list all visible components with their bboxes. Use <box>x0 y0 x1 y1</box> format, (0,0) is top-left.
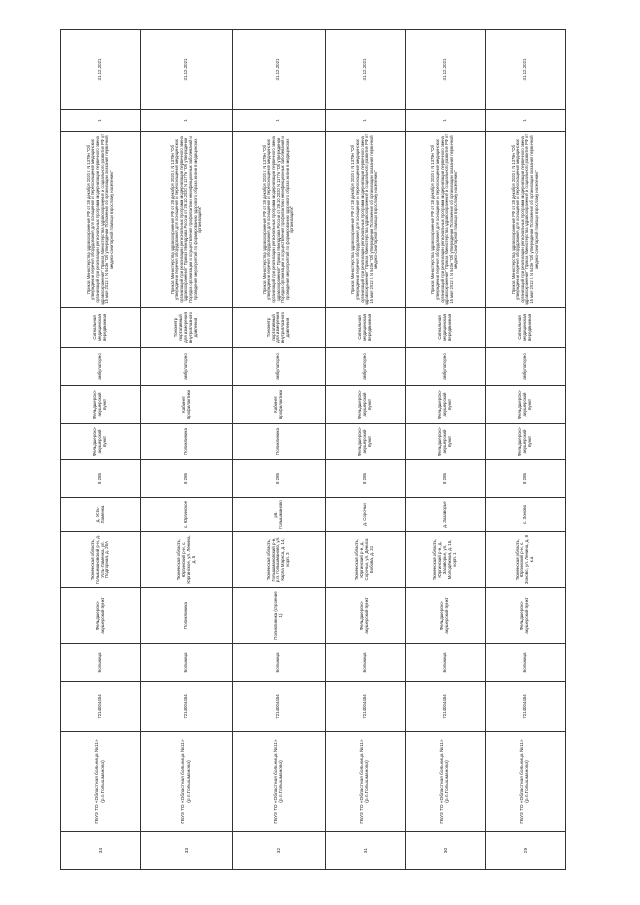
care-form: амбулаторно <box>233 348 325 386</box>
inn-code: 7214004454 <box>405 682 485 732</box>
table-row <box>325 30 405 870</box>
settlement: с. Зоново <box>485 498 565 532</box>
row-number: 34 <box>61 832 141 870</box>
equipment-name: Сигнальная медицинская передвижная <box>405 308 485 348</box>
organization-name: ГБУЗ ТО «Областная больница №11» (р.п.Голышманово) <box>61 732 141 832</box>
inn-code: 7214004454 <box>233 682 325 732</box>
row-number: 33 <box>141 832 233 870</box>
organization-name: ГБУЗ ТО «Областная больница №11» (р.п.Голышманово) <box>485 732 565 832</box>
profile-2: Фельдшерско-акушерский пункт <box>325 386 405 424</box>
inn-code: 7214004454 <box>141 682 233 732</box>
unit-name: Поликлиника (строение 1) <box>233 588 325 644</box>
profile-1: Фельдшерско-акушерский пункт <box>485 424 565 460</box>
organization-name: ГБУЗ ТО «Областная больница №11» (р.п.Голышманово) <box>405 732 485 832</box>
quantity: 1 <box>141 110 233 132</box>
equipment-name: Тонометр портативный для измерения внутриглазного давления <box>233 308 325 348</box>
table-row <box>141 30 233 870</box>
settlement: д. Усть-Ламенка <box>61 498 141 532</box>
facility-type: Больница <box>141 644 233 682</box>
facility-type: Больница <box>405 644 485 682</box>
care-form: амбулаторно <box>141 348 233 386</box>
address: Тюменская область, Юргинский р-н, д. Зазаворье, ул. Молодёжная, д. 16, корп. 1 <box>405 532 485 588</box>
due-date: 31.12.2021 <box>233 30 325 110</box>
care-form: амбулаторно <box>485 348 565 386</box>
quantity: 1 <box>233 110 325 132</box>
care-form: амбулаторно <box>405 348 485 386</box>
address: Тюменская область, Юргинский р-н, с. Зоново, ул. Ленина, д. 8 к.а <box>485 532 565 588</box>
count: 8 285 <box>141 460 233 498</box>
legal-basis: Приказ Министерства здравоохранения РФ от 28 декабря 2020 г. N 1379н "Об утверждении перечня оборудования для оснащения и переоснащения медицинских организаций при реализации региональных программ модернизации первичного звена здравоохранения" Приказ Министерства здравоохранения и социального развития РФ от 15 мая 2012 г. N 543н "Об утверждении Положения об организации оказания первичной медико-санитарной помощи взрослому населению" <box>325 132 405 308</box>
address: Тюменская область, Юргинский р-н, д. Сорочьи, ул. Дениса Бобова, д. 31 <box>325 532 405 588</box>
profile-1: Поликлиника <box>141 424 233 460</box>
count: 8 285 <box>485 460 565 498</box>
profile-2: Фельдшерско-акушерский пункт <box>405 386 485 424</box>
legal-basis: Приказ Министерства здравоохранения РФ от 28 декабря 2020 г. N 1379н "Об утверждении перечня оборудования для оснащения и переоснащения медицинских организаций при реализации региональных программ модернизации первичного звена здравоохранения" Приказ Минздрава России от 29.10.2020 N 1177н "Об утверждении Порядка организации и осуществления профилактики неинфекционных заболеваний и проведения мероприятий по формированию здорового образа жизни в медицинских организациях" <box>141 132 233 308</box>
address: Тюменская область, Голышмановский р-н, р.п. Голышманово, ул. Карла Маркса, д. 14, корп. 3 <box>233 532 325 588</box>
organization-name: ГБУЗ ТО «Областная больница №11» (р.п.Голышманово) <box>325 732 405 832</box>
settlement: д. Зазаворье <box>405 498 485 532</box>
legal-basis: Приказ Министерства здравоохранения РФ от 28 декабря 2020 г. N 1379н "Об утверждении перечня оборудования для оснащения и переоснащения медицинских организаций при реализации региональных программ модернизации первичного звена здравоохранения" Приказ Министерства здравоохранения и социального развития РФ от 15 мая 2012 г. N 543н "Об утверждении Положения об организации оказания первичной медико-санитарной помощи взрослому населению" <box>61 132 141 308</box>
quantity: 1 <box>405 110 485 132</box>
unit-name: Фельдшерско-акушерский пункт <box>405 588 485 644</box>
unit-name: Фельдшерско-акушерский пункт <box>61 588 141 644</box>
row-number: 30 <box>405 832 485 870</box>
settlement: рп. Голышманово <box>233 498 325 532</box>
facility-type: Больница <box>485 644 565 682</box>
unit-name: Поликлиника <box>141 588 233 644</box>
organization-name: ГБУЗ ТО «Областная больница №11» (р.п.Голышманово) <box>141 732 233 832</box>
equipment-name: Сигнальная медицинская передвижная <box>485 308 565 348</box>
address: Тюменская область, Голышмановский р-н, д. Усть-Ламенка, ул. Подгорная, д. 26А <box>61 532 141 588</box>
profile-2: Фельдшерско-акушерский пункт <box>485 386 565 424</box>
due-date: 31.12.2021 <box>141 30 233 110</box>
due-date: 31.12.2021 <box>485 30 565 110</box>
care-form: амбулаторно <box>61 348 141 386</box>
equipment-name: Сигнальная медицинская передвижная <box>61 308 141 348</box>
equipment-name: Тонометр портативный для измерения внутриглазного давления <box>141 308 233 348</box>
table-row <box>61 30 141 870</box>
equipment-name: Сигнальная медицинская передвижная <box>325 308 405 348</box>
organization-name: ГБУЗ ТО «Областная больница №11» (р.п.Голышманово) <box>233 732 325 832</box>
profile-1: Фельдшерско-акушерский пункт <box>325 424 405 460</box>
count: 8 285 <box>61 460 141 498</box>
facility-type: Больница <box>233 644 325 682</box>
profile-1: Фельдшерско-акушерский пункт <box>405 424 485 460</box>
count: 8 285 <box>233 460 325 498</box>
due-date: 31.12.2021 <box>61 30 141 110</box>
profile-2: Фельдшерско-акушерский пункт <box>61 386 141 424</box>
table-row <box>485 30 565 870</box>
row-number: 32 <box>233 832 325 870</box>
settlement: д. Сорочьи <box>325 498 405 532</box>
quantity: 1 <box>325 110 405 132</box>
profile-2: Кабинет профилактики <box>141 386 233 424</box>
settlement: с. Юргинское <box>141 498 233 532</box>
care-form: амбулаторно <box>325 348 405 386</box>
inn-code: 7214004454 <box>61 682 141 732</box>
address: Тюменская область, Юргинский р-н, с. Юргинское, ул. Ленина, д. 5 <box>141 532 233 588</box>
legal-basis: Приказ Министерства здравоохранения РФ от 28 декабря 2020 г. N 1379н "Об утверждении перечня оборудования для оснащения и переоснащения медицинских организаций при реализации региональных программ модернизации первичного звена здравоохранения" Приказ Министерства здравоохранения и социального развития РФ от 15 мая 2012 г. N 543н "Об утверждении Положения об организации оказания первичной медико-санитарной помощи взрослому населению" <box>405 132 485 308</box>
facility-type: Больница <box>61 644 141 682</box>
count: 8 285 <box>405 460 485 498</box>
count: 8 285 <box>325 460 405 498</box>
legal-basis: Приказ Министерства здравоохранения РФ от 28 декабря 2020 г. N 1379н "Об утверждении перечня оборудования для оснащения и переоснащения медицинских организаций при реализации региональных программ модернизации первичного звена здравоохранения" Приказ Минздрава России от 29.10.2020 N 1177н "Об утверждении Порядка организации и осуществления профилактики неинфекционных заболеваний и проведения мероприятий по формированию здорового образа жизни в медицинских организациях" <box>233 132 325 308</box>
inn-code: 7214004454 <box>485 682 565 732</box>
facility-type: Больница <box>325 644 405 682</box>
row-number: 31 <box>325 832 405 870</box>
equipment-table <box>60 29 566 870</box>
unit-name: Фельдшерско-акушерский пункт <box>485 588 565 644</box>
inn-code: 7214004454 <box>325 682 405 732</box>
rotated-table-wrapper <box>60 30 566 870</box>
table-row <box>233 30 325 870</box>
table-row <box>405 30 485 870</box>
quantity: 1 <box>61 110 141 132</box>
profile-1: Фельдшерско-акушерский пункт <box>61 424 141 460</box>
legal-basis: Приказ Министерства здравоохранения РФ от 28 декабря 2020 г. N 1379н "Об утверждении перечня оборудования для оснащения и переоснащения медицинских организаций при реализации региональных программ модернизации первичного звена здравоохранения" Приказ Министерства здравоохранения и социального развития РФ от 15 мая 2012 г. N 543н "Об утверждении Положения об организации оказания первичной медико-санитарной помощи взрослому населению" <box>485 132 565 308</box>
profile-1: Поликлиника <box>233 424 325 460</box>
due-date: 31.12.2021 <box>405 30 485 110</box>
quantity: 1 <box>485 110 565 132</box>
row-number: 29 <box>485 832 565 870</box>
unit-name: Фельдшерско-акушерский пункт <box>325 588 405 644</box>
profile-2: Кабинет профилактики <box>233 386 325 424</box>
due-date: 31.12.2021 <box>325 30 405 110</box>
